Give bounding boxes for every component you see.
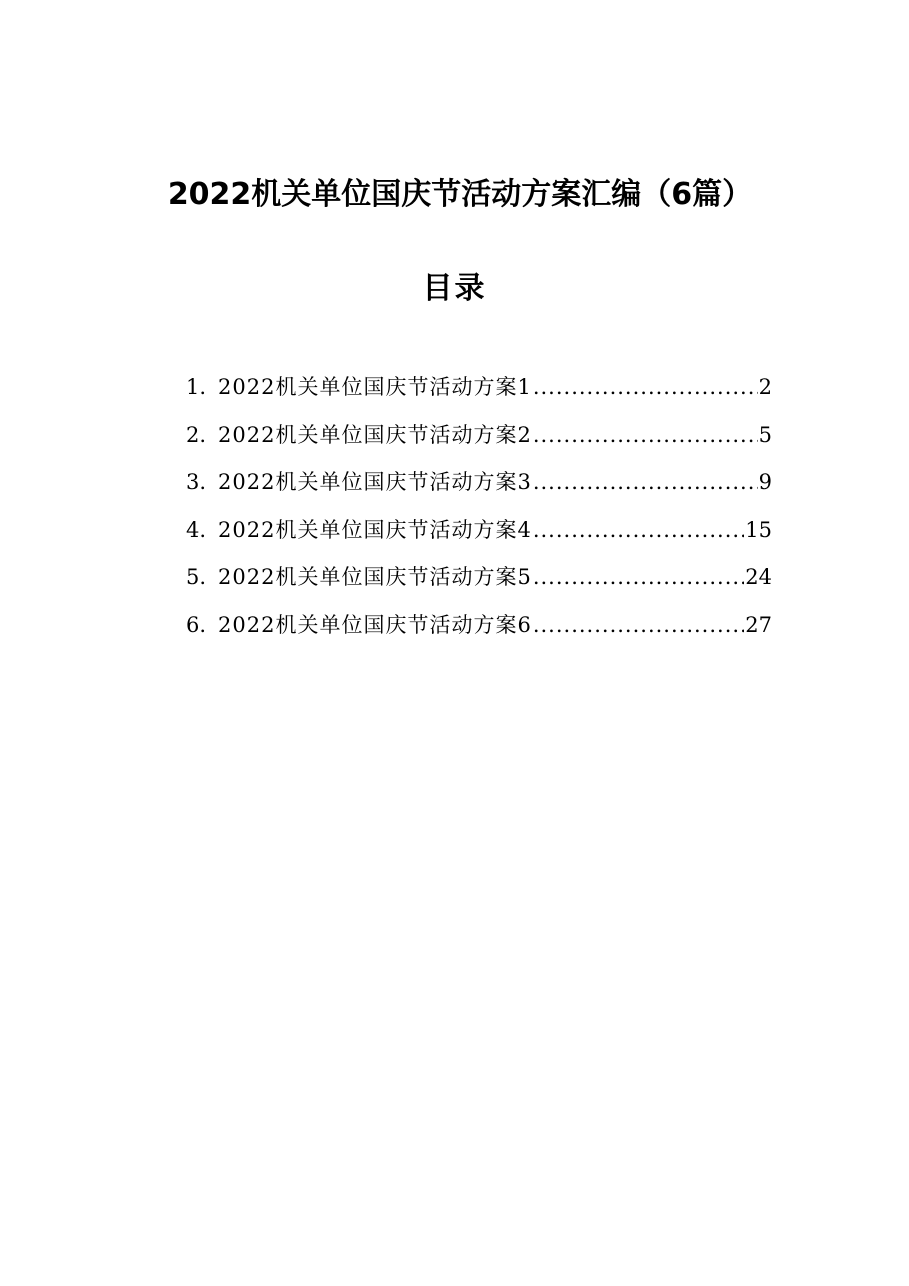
toc-entry-title: 2022机关单位国庆节活动方案6	[218, 612, 532, 637]
toc-entry-page: 5	[758, 422, 772, 447]
toc-entry-title: 2022机关单位国庆节活动方案5	[218, 565, 532, 589]
toc-dot-leader	[533, 507, 744, 555]
toc-entry-number: 3.	[186, 470, 207, 494]
toc-entry-3[interactable]	[186, 459, 772, 507]
toc-entry-number: 5.	[186, 565, 207, 589]
toc-entry-page: 2	[758, 375, 772, 399]
toc-dot-leader	[533, 554, 744, 602]
toc-entry-title: 2022机关单位国庆节活动方案3	[218, 470, 532, 494]
toc-heading: 目录	[422, 271, 487, 306]
toc-entry-page: 27	[745, 612, 772, 637]
toc-entry-number: 1.	[186, 375, 207, 399]
toc-entry-5[interactable]	[186, 554, 772, 602]
toc-entry-title: 2022机关单位国庆节活动方案1	[218, 375, 532, 399]
toc-entry-number: 6.	[186, 612, 207, 637]
toc-dot-leader	[533, 364, 758, 412]
toc-entry-title: 2022机关单位国庆节活动方案2	[218, 422, 532, 447]
document-title: 2022机关单位国庆节活动方案汇编（6篇）	[167, 177, 753, 212]
toc-dot-leader	[533, 412, 758, 460]
toc-entry-number: 2.	[186, 422, 207, 447]
toc-entry-number: 4.	[186, 517, 207, 542]
toc-dot-leader	[533, 459, 758, 507]
table-of-contents	[186, 364, 772, 649]
toc-entry-2[interactable]	[186, 412, 772, 460]
toc-entry-6[interactable]	[186, 602, 772, 650]
toc-entry-title: 2022机关单位国庆节活动方案4	[218, 517, 532, 542]
toc-dot-leader	[533, 602, 744, 650]
toc-entry-page: 15	[745, 517, 772, 542]
toc-entry-page: 9	[758, 470, 772, 494]
toc-entry-1[interactable]	[186, 364, 772, 412]
toc-entry-4[interactable]	[186, 507, 772, 555]
toc-entry-page: 24	[745, 565, 772, 589]
